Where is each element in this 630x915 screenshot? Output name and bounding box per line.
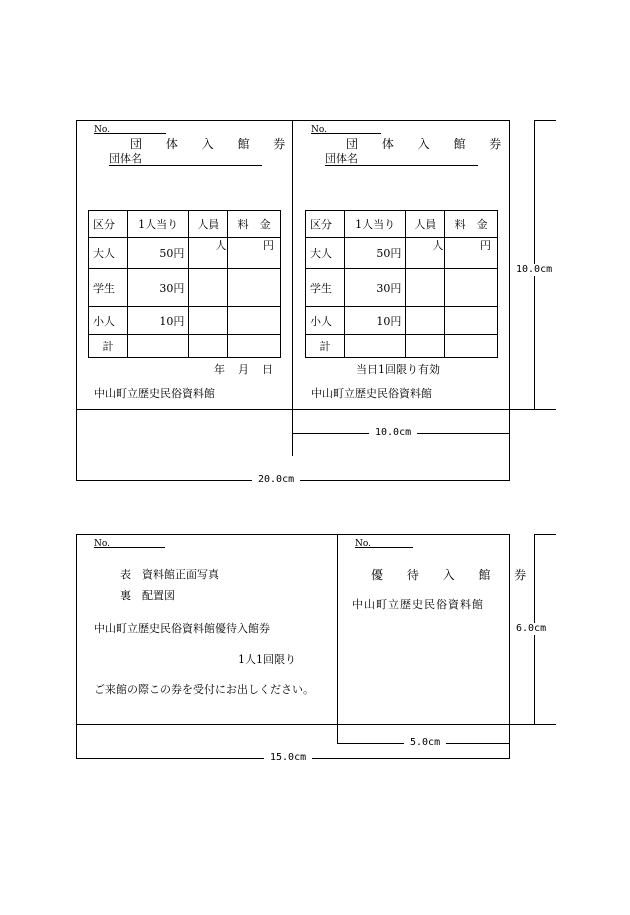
back-label: 裏	[120, 589, 131, 602]
front-label: 表	[120, 568, 131, 581]
header-price: 1人当り	[344, 211, 405, 238]
ticket-number-label: No.	[355, 539, 371, 549]
fee-cell[interactable]	[445, 335, 498, 358]
back-text: 配置図	[142, 589, 175, 602]
table-row	[306, 269, 498, 307]
count-cell[interactable]	[189, 238, 228, 269]
center-divider	[337, 534, 338, 744]
row-category: 学生	[89, 269, 128, 307]
ticket-number-line	[94, 133, 166, 134]
ticket-number-line	[94, 547, 165, 548]
header-fee: 料 金	[228, 211, 281, 238]
count-cell[interactable]	[189, 335, 228, 358]
row-price: 30円	[344, 269, 405, 307]
row-price: 50円	[127, 238, 188, 269]
ticket-title: 優 待 入 館 券	[371, 568, 537, 582]
instruction-text: ご来館の際この券を受付にお出しください。	[94, 683, 314, 696]
table-header-row	[89, 211, 281, 238]
row-category: 計	[306, 335, 345, 358]
header-fee: 料 金	[445, 211, 498, 238]
row-price: 10円	[127, 307, 188, 335]
table-row	[89, 307, 281, 335]
table-row	[89, 238, 281, 269]
fee-cell[interactable]	[228, 307, 281, 335]
ticket-number-label: No.	[311, 125, 327, 135]
table-row	[306, 335, 498, 358]
count-cell[interactable]	[406, 238, 445, 269]
ticket-name-line: 中山町立歴史民俗資料館優待入館券	[94, 622, 270, 635]
table-row	[89, 269, 281, 307]
ticket-bottom-line	[76, 724, 556, 725]
table-row	[89, 335, 281, 358]
ticket-number-label: No.	[94, 539, 110, 549]
row-price	[127, 335, 188, 358]
table-row	[306, 307, 498, 335]
fee-cell[interactable]	[445, 307, 498, 335]
header-price: 1人当り	[127, 211, 188, 238]
right-border	[509, 120, 510, 480]
table-row	[306, 238, 498, 269]
ticket-bottom-line	[76, 409, 556, 410]
height-label: 6.0cm	[510, 623, 552, 635]
date-label: 年 月 日	[214, 363, 274, 376]
count-cell[interactable]	[189, 269, 228, 307]
count-cell[interactable]	[189, 307, 228, 335]
person-unit: 人	[215, 239, 227, 252]
fee-table	[88, 210, 281, 358]
row-price: 30円	[127, 269, 188, 307]
half-width-label: 10.0cm	[369, 427, 417, 439]
count-cell[interactable]	[406, 335, 445, 358]
header-count: 人員	[189, 211, 228, 238]
fee-cell[interactable]	[228, 269, 281, 307]
row-price	[344, 335, 405, 358]
top-border	[76, 120, 510, 121]
ticket-number-line	[311, 133, 381, 134]
row-price: 50円	[344, 238, 405, 269]
row-category: 大人	[89, 238, 128, 269]
row-price: 10円	[344, 307, 405, 335]
group-name-line	[109, 165, 262, 166]
top-border	[76, 534, 510, 535]
ticket-number-line	[355, 547, 413, 548]
header-category: 区分	[89, 211, 128, 238]
row-category: 小人	[306, 307, 345, 335]
full-width-label: 15.0cm	[264, 752, 312, 764]
group-name-label: 団体名	[109, 152, 142, 165]
ticket-title: 団 体 入 館 券	[130, 137, 296, 151]
yen-unit: 円	[263, 239, 274, 252]
row-category: 小人	[89, 307, 128, 335]
header-count: 人員	[406, 211, 445, 238]
fee-table	[305, 210, 498, 358]
row-category: 学生	[306, 269, 345, 307]
fee-cell[interactable]	[445, 269, 498, 307]
group-name-label: 団体名	[325, 152, 358, 165]
height-label: 10.0cm	[510, 264, 558, 276]
full-width-label: 20.0cm	[252, 474, 300, 486]
count-cell[interactable]	[406, 269, 445, 307]
table-header-row	[306, 211, 498, 238]
fee-cell[interactable]	[228, 238, 281, 269]
validity-text: 当日1回限り有効	[356, 363, 440, 376]
stub-width-label: 5.0cm	[404, 737, 446, 749]
row-category: 大人	[306, 238, 345, 269]
ticket-number-label: No.	[94, 125, 110, 135]
center-divider	[292, 120, 293, 456]
usage-limit: 1人1回限り	[238, 653, 296, 666]
count-cell[interactable]	[406, 307, 445, 335]
front-text: 資料館正面写真	[142, 568, 219, 581]
yen-unit: 円	[480, 239, 491, 252]
row-category: 計	[89, 335, 128, 358]
issuer-name: 中山町立歴史民俗資料館	[352, 598, 484, 611]
ticket-title: 団 体 入 館 券	[346, 137, 512, 151]
header-category: 区分	[306, 211, 345, 238]
issuer-name: 中山町立歴史民俗資料館	[311, 387, 432, 400]
issuer-name: 中山町立歴史民俗資料館	[94, 387, 215, 400]
fee-cell[interactable]	[445, 238, 498, 269]
group-name-line	[325, 165, 478, 166]
fee-cell[interactable]	[228, 335, 281, 358]
person-unit: 人	[432, 239, 444, 252]
left-border	[76, 120, 77, 480]
